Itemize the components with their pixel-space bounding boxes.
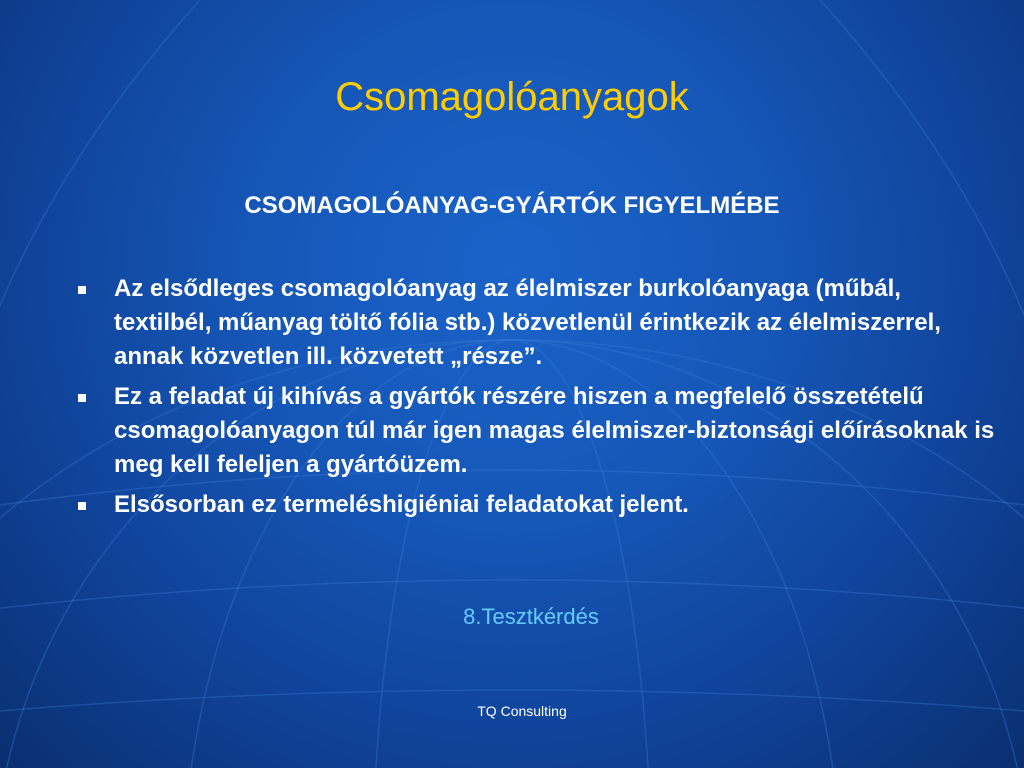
- square-bullet-icon: [78, 286, 86, 294]
- bullet-text: Elsősorban ez termeléshigiéniai feladatokat jelent.: [114, 491, 689, 518]
- bullet-list: [72, 272, 1002, 528]
- slide-title: Csomagolóanyagok: [335, 75, 689, 119]
- bullet-text: Az elsődleges csomagolóanyag az élelmiszer burkolóanyaga (műbál, textilbél, műanyag töltő fólia stb.) közvetlenül érintkezik az élelmiszerrel, annak közvetlen ill. közvetett „része”.: [114, 275, 941, 370]
- bullet-item: [72, 488, 1002, 522]
- slide-subtitle: CSOMAGOLÓANYAG-GYÁRTÓK FIGYELMÉBE: [244, 192, 780, 219]
- quiz-link[interactable]: 8.Tesztkérdés: [463, 604, 599, 629]
- bullet-item: [72, 272, 1002, 374]
- square-bullet-icon: [78, 394, 86, 402]
- footer-text: TQ Consulting: [477, 703, 567, 719]
- bullet-item: [72, 380, 1002, 482]
- bullet-text: Ez a feladat új kihívás a gyártók részére hiszen a megfelelő összetételű csomagolóanyagon túl már igen magas élelmiszer-biztonsági előírásoknak is meg kell feleljen a gyártóüzem.: [114, 383, 995, 478]
- square-bullet-icon: [78, 502, 86, 510]
